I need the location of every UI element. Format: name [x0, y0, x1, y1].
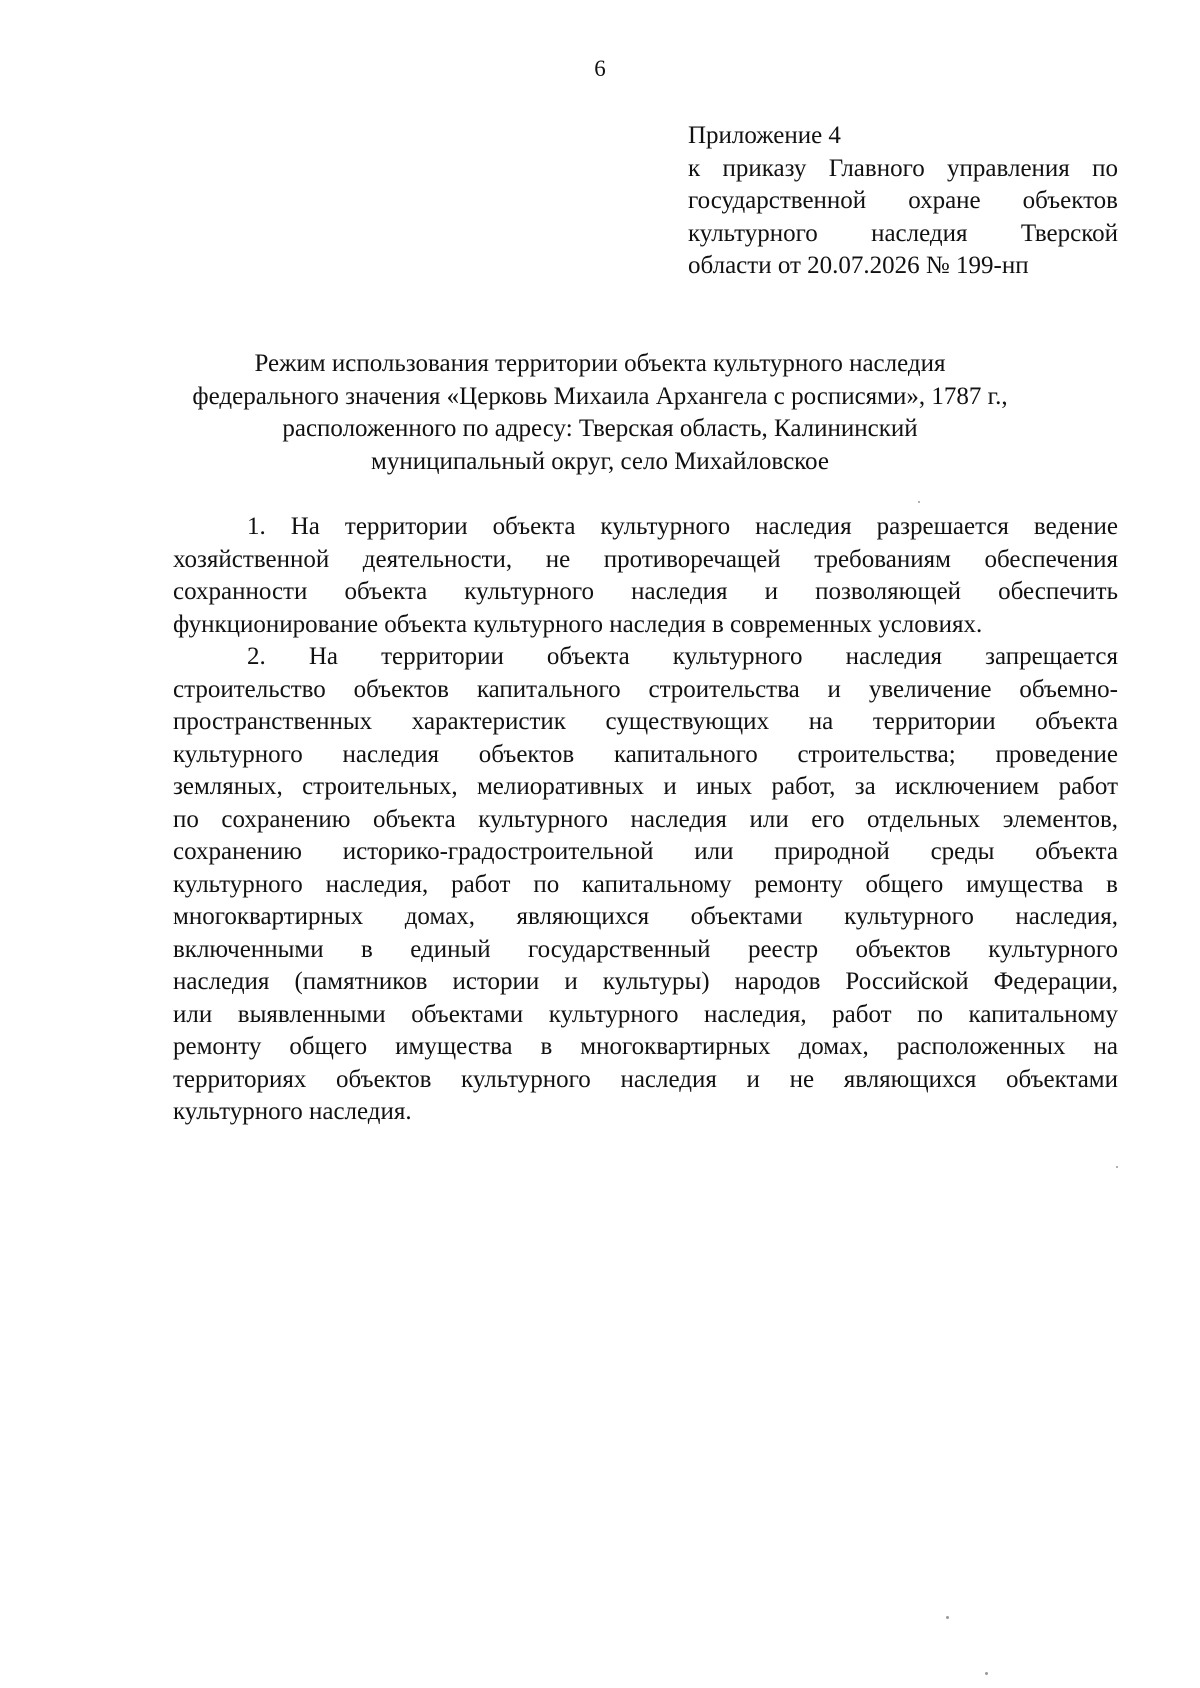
scan-speck — [985, 1672, 988, 1675]
paragraph-2 — [173, 641, 1118, 1129]
paragraph-line: или выявленными объектами культурного наследия, работ по капитальному — [173, 1000, 1118, 1028]
paragraph-line: 1. На территории объекта культурного наследия разрешается ведение — [247, 513, 1118, 540]
title-line: федерального значения «Церковь Михаила Архангела с росписями», 1787 г., — [192, 382, 1008, 410]
appendix-line: культурного наследия Тверской — [688, 219, 1118, 247]
paragraph-line: многоквартирных домах, являющихся объектами культурного наследия, — [173, 903, 1118, 930]
page-number: 6 — [594, 56, 606, 81]
paragraph-line: функционирование объекта культурного наследия в современных условиях. — [173, 610, 983, 638]
appendix-line: государственной охране объектов — [688, 187, 1118, 214]
paragraph-line: хозяйственной деятельности, не противоречащей требованиям обеспечения — [173, 545, 1118, 573]
paragraph-line: культурного наследия объектов капитального строительства; проведение — [173, 740, 1118, 768]
paragraph-line: наследия (памятников истории и культуры) народов Российской Федерации, — [173, 968, 1118, 995]
title-line: Режим использования территории объекта культурного наследия — [254, 350, 946, 377]
paragraph-line: 2. На территории объекта культурного наследия запрещается — [247, 643, 1118, 670]
paragraph-line: по сохранению объекта культурного наследия или его отдельных элементов, — [173, 805, 1118, 833]
paragraph-1 — [173, 511, 1118, 641]
document-title — [150, 348, 1050, 478]
paragraph-line: территориях объектов культурного наследия и не являющихся объектами — [173, 1065, 1118, 1093]
paragraph-line: культурного наследия, работ по капитальному ремонту общего имущества в — [173, 870, 1118, 898]
paragraph-line: ремонту общего имущества в многоквартирных домах, расположенных на — [173, 1033, 1118, 1060]
appendix-line: области от 20.07.2026 № 199-нп — [688, 252, 1029, 279]
paragraph-line: включенными в единый государственный реестр объектов культурного — [173, 935, 1118, 963]
appendix-line: Приложение 4 — [688, 122, 841, 149]
paragraph-line: земляных, строительных, мелиоративных и иных работ, за исключением работ — [173, 773, 1118, 800]
paragraph-line: культурного наследия. — [173, 1098, 412, 1125]
paragraph-line: сохранности объекта культурного наследия и позволяющей обеспечить — [173, 578, 1118, 605]
scan-speck — [918, 501, 920, 503]
title-line: расположенного по адресу: Тверская область, Калининский — [282, 415, 918, 442]
scan-speck — [1116, 1166, 1118, 1168]
title-line: муниципальный округ, село Михайловское — [371, 447, 829, 475]
document-body — [173, 511, 1118, 1129]
paragraph-line: сохранению историко-градостроительной или природной среды объекта — [173, 838, 1118, 865]
appendix-header — [688, 120, 1118, 283]
scan-speck — [946, 1616, 949, 1619]
paragraph-line: пространственных характеристик существующих на территории объекта — [173, 708, 1118, 735]
paragraph-line: строительство объектов капитального строительства и увеличение объемно- — [173, 675, 1118, 703]
appendix-line: к приказу Главного управления по — [688, 154, 1118, 182]
